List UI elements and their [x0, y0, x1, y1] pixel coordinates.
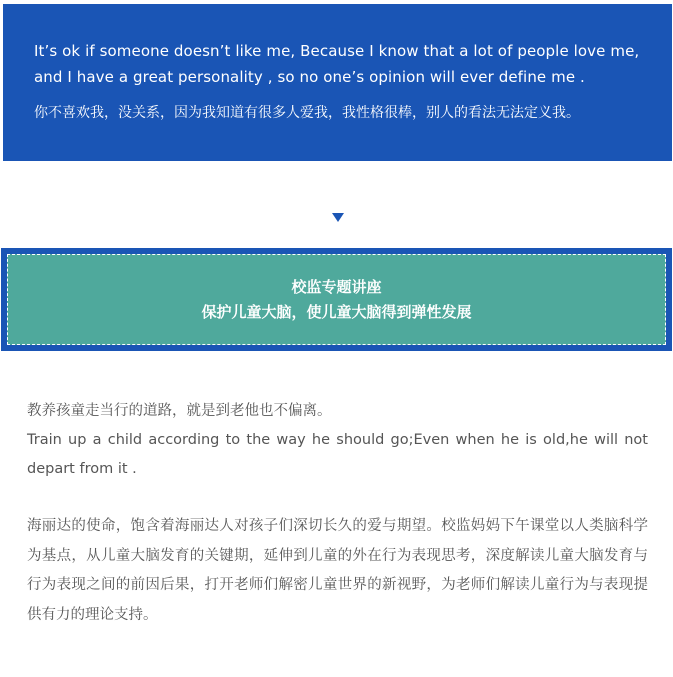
- down-triangle-icon: [332, 213, 344, 222]
- quote-box: [3, 4, 672, 161]
- mission-paragraph: 海丽达的使命，饱含着海丽达人对孩子们深切长久的爱与期望。校监妈妈下午课堂以人类脑科学为基点，从儿童大脑发育的关键期，延伸到儿童的外在行为表现思考，深度解读儿童大脑发育与行为表现之间的前因后果，打开老师们解密儿童世界的新视野，为老师们解读儿童行为与表现提供有力的理论支持。: [27, 518, 648, 623]
- quote-english: It’s ok if someone doesn’t like me, Because I know that a lot of people love me, and I have a great personality , so no one’s opinion will ever define me .: [34, 42, 640, 86]
- lecture-banner-inner: [7, 254, 666, 345]
- proverb-chinese: 教养孩童走当行的道路，就是到老他也不偏离。: [27, 403, 332, 419]
- proverb-english: Train up a child according to the way he should go;Even when he is old,he will not depart from it .: [27, 432, 648, 477]
- quote-chinese: 你不喜欢我，没关系，因为我知道有很多人爱我，我性格很棒，别人的看法无法定义我。: [34, 105, 580, 121]
- banner-title: 校监专题讲座: [291, 277, 382, 296]
- lecture-banner: [1, 248, 672, 351]
- banner-subtitle: 保护儿童大脑，使儿童大脑得到弹性发展: [201, 302, 472, 321]
- proverb-block: [27, 397, 648, 484]
